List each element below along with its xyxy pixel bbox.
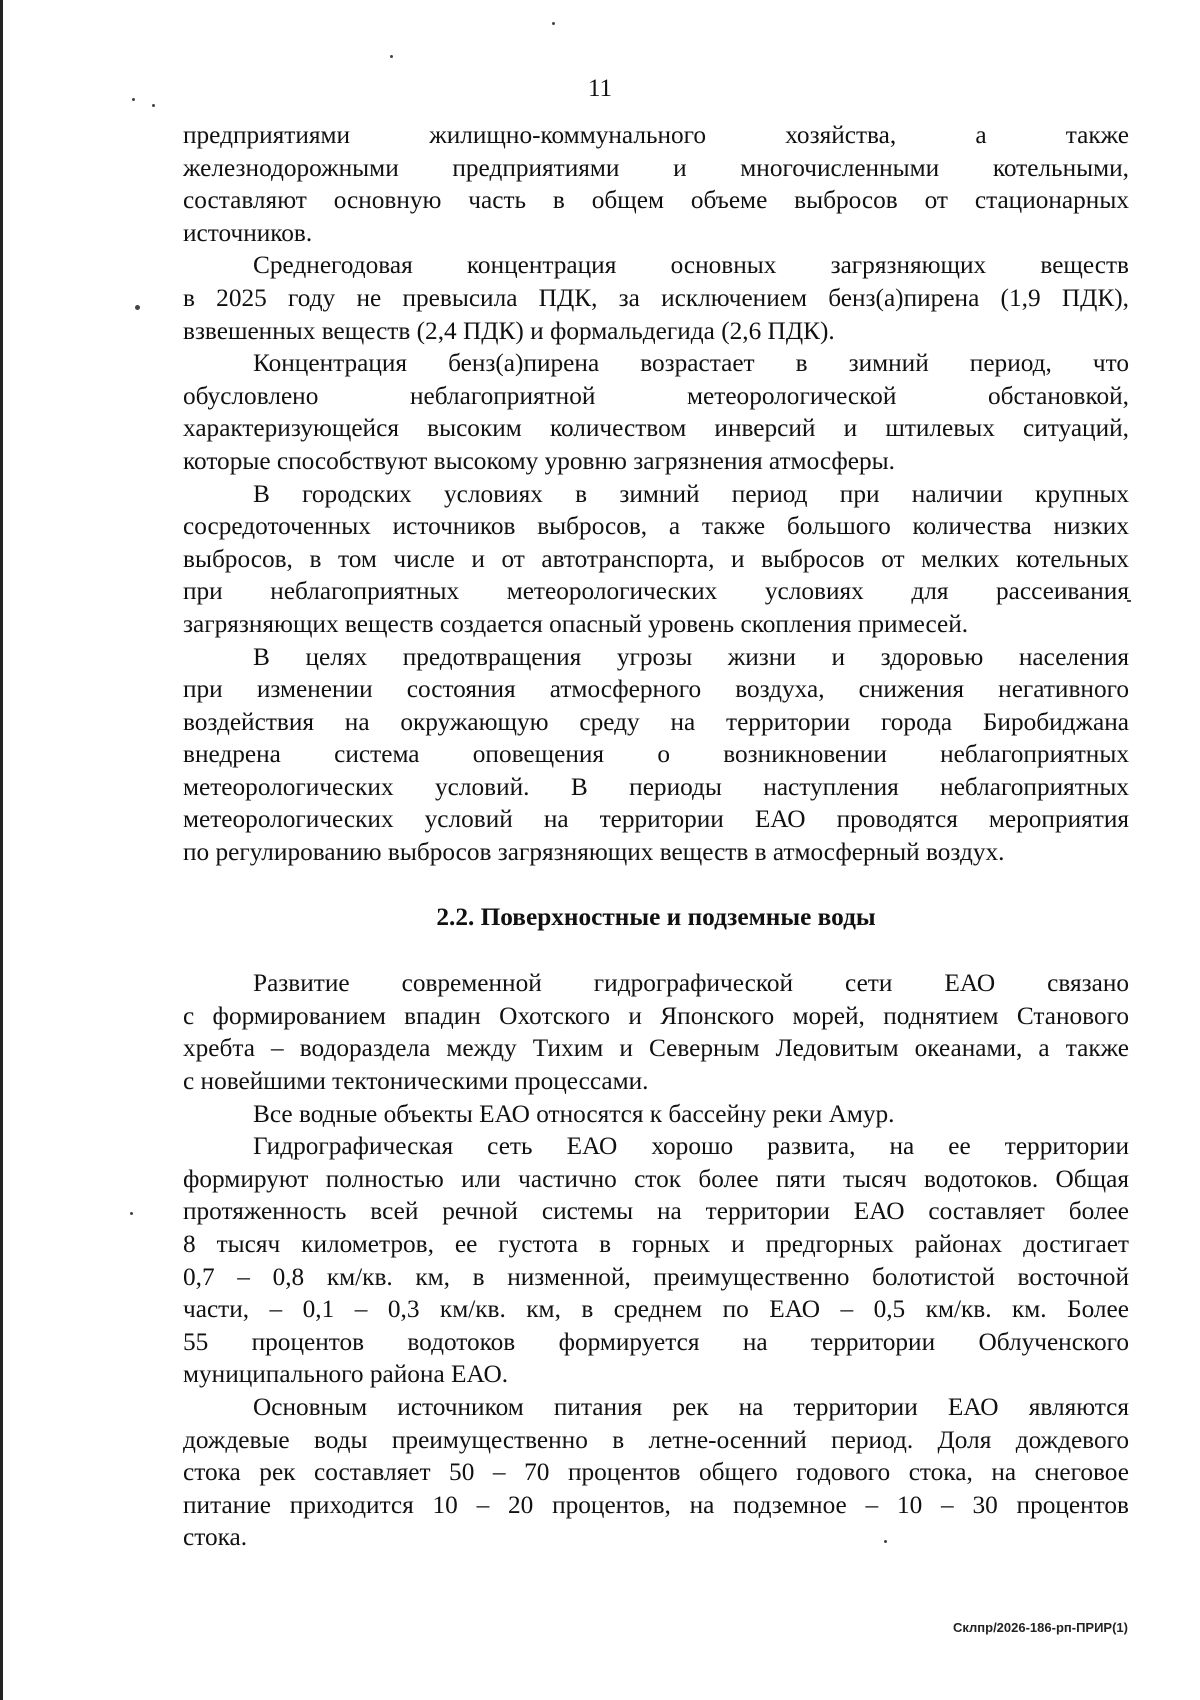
- text-block-air-quality: [183, 119, 1129, 869]
- paragraph: [183, 1098, 1129, 1131]
- paragraph: [183, 478, 1129, 641]
- text-line: Концентрация бенз(а)пирена возрастает в зимний период, что: [253, 349, 1129, 378]
- text-line: железнодорожными предприятиями и многочисленными котельными,: [183, 153, 1129, 182]
- text-line: загрязняющих веществ создается опасный уровень скопления примесей.: [183, 609, 969, 638]
- text-block-waters: [183, 967, 1129, 1554]
- text-line: 55 процентов водотоков формируется на территории Облученского: [183, 1327, 1129, 1356]
- scan-speck: [152, 104, 155, 107]
- text-line: с формированием впадин Охотского и Японского морей, поднятием Станового: [183, 1001, 1129, 1030]
- text-line: питание приходится 10 – 20 процентов, на подземное – 10 – 30 процентов: [183, 1490, 1129, 1519]
- text-line: обусловлено неблагоприятной метеорологической обстановкой,: [183, 381, 1129, 410]
- scan-speck: [552, 22, 555, 25]
- text-line: воздействия на окружающую среду на территории города Биробиджана: [183, 707, 1129, 736]
- text-line: В городских условиях в зимний период при наличии крупных: [253, 479, 1129, 508]
- text-line: стока.: [183, 1523, 248, 1552]
- text-line: при изменении состояния атмосферного воздуха, снижения негативного: [183, 675, 1129, 704]
- paragraph: [183, 119, 1129, 249]
- text-line: взвешенных веществ (2,4 ПДК) и формальдегида (2,6 ПДК).: [183, 316, 835, 345]
- text-line: дождевые воды преимущественно в летне-осенний период. Доля дождевого: [183, 1425, 1129, 1454]
- scan-speck: [390, 55, 393, 58]
- paragraph: [183, 641, 1129, 869]
- text-line: Развитие современной гидрографической сети ЕАО связано: [253, 969, 1129, 998]
- paragraph: [183, 1130, 1129, 1391]
- section-heading: 2.2. Поверхностные и подземные воды: [436, 902, 876, 931]
- text-line: части, – 0,1 – 0,3 км/кв. км, в среднем по ЕАО – 0,5 км/кв. км. Более: [183, 1295, 1129, 1324]
- text-line: муниципального района ЕАО.: [183, 1360, 509, 1389]
- text-line: Основным источником питания рек на территории ЕАО являются: [253, 1392, 1129, 1421]
- text-line: хребта – водораздела между Тихим и Северным Ледовитым океанами, а также: [183, 1034, 1129, 1063]
- text-line: в 2025 году не превысила ПДК, за исключением бенз(а)пирена (1,9 ПДК),: [183, 283, 1129, 312]
- text-line: с новейшими тектоническими процессами.: [183, 1067, 649, 1096]
- text-line: по регулированию выбросов загрязняющих веществ в атмосферный воздух.: [183, 838, 1005, 867]
- paragraph: [183, 249, 1129, 347]
- text-line: метеорологических условий на территории ЕАО проводятся мероприятия: [183, 805, 1129, 834]
- scan-speck: [135, 305, 140, 310]
- document-footer-code: Склпр/2026-186-рп-ПРИР(1): [952, 1620, 1128, 1635]
- text-line: Среднегодовая концентрация основных загрязняющих веществ: [253, 251, 1129, 280]
- text-line: В целях предотвращения угрозы жизни и здоровью населения: [253, 642, 1129, 671]
- text-line: характеризующейся высоким количеством инверсий и штилевых ситуаций,: [183, 414, 1129, 443]
- text-line: сосредоточенных источников выбросов, а также большого количества низких: [183, 512, 1129, 541]
- paragraph: [183, 1391, 1129, 1554]
- text-line: которые способствуют высокому уровню загрязнения атмосферы.: [183, 446, 895, 475]
- spacer: [183, 933, 1129, 967]
- text-line: источников.: [183, 218, 313, 247]
- text-line: внедрена система оповещения о возникновении неблагоприятных: [183, 740, 1129, 769]
- text-line: выбросов, в том числе и от автотранспорта, и выбросов от мелких котельных: [183, 544, 1129, 573]
- text-line: формируют полностью или частично сток более пяти тысяч водотоков. Общая: [183, 1164, 1129, 1193]
- text-line: Гидрографическая сеть ЕАО хорошо развита, на ее территории: [253, 1132, 1129, 1161]
- scan-speck: [130, 1212, 133, 1215]
- text-line: предприятиями жилищно-коммунального хозяйства, а также: [183, 121, 1129, 149]
- page-number: 11: [587, 75, 613, 102]
- paragraph: [183, 967, 1129, 1097]
- spacer: [183, 869, 1129, 901]
- document-body: [183, 119, 1129, 1554]
- text-line: протяженность всей речной системы на территории ЕАО составляет более: [183, 1197, 1129, 1226]
- text-line: метеорологических условий. В периоды наступления неблагоприятных: [183, 772, 1129, 801]
- text-line: при неблагоприятных метеорологических условиях для рассеивания: [183, 577, 1129, 606]
- text-line: Все водные объекты ЕАО относятся к бассейну реки Амур.: [253, 1099, 895, 1128]
- scan-left-edge: [0, 0, 3, 1700]
- text-line: 8 тысяч километров, ее густота в горных и предгорных районах достигает: [183, 1230, 1129, 1258]
- text-line: 0,7 – 0,8 км/кв. км, в низменной, преимущественно болотистой восточной: [183, 1262, 1129, 1291]
- text-line: стока рек составляет 50 – 70 процентов общего годового стока, на снеговое: [183, 1458, 1129, 1487]
- paragraph: [183, 347, 1129, 477]
- text-line: составляют основную часть в общем объеме выбросов от стационарных: [183, 186, 1129, 215]
